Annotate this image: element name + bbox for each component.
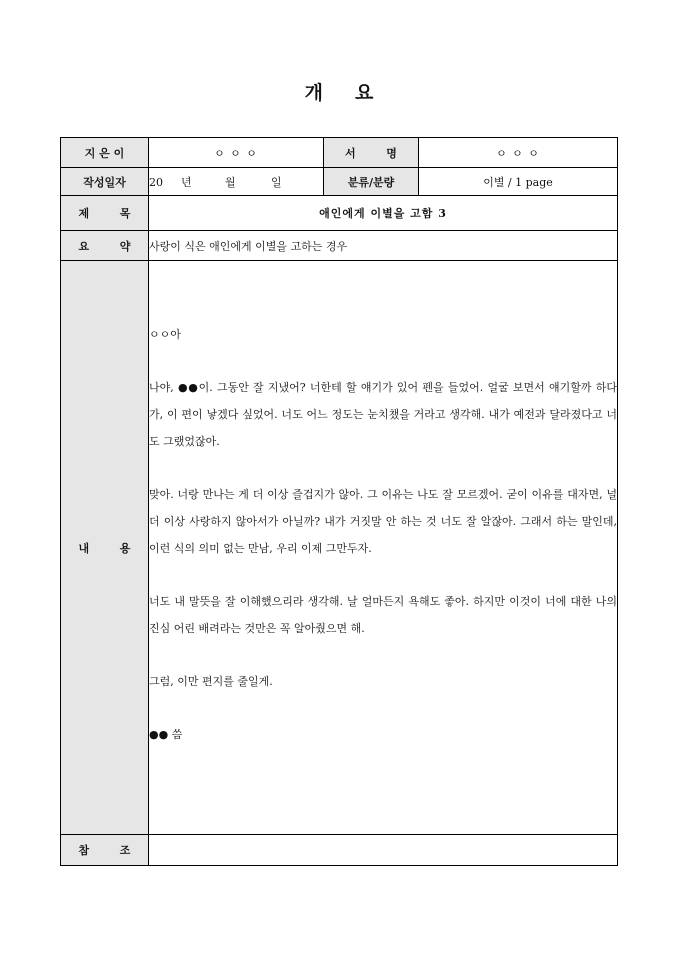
row-summary	[61, 231, 618, 261]
subject-label: 제 목	[61, 196, 149, 231]
letter-body	[149, 261, 618, 835]
letter-paragraph: 너도 내 말뜻을 잘 이해했으리라 생각해. 날 얼마든지 욕해도 좋아. 하지만 이것이 너에 대한 나의 진심 어린 배려라는 것만은 꼭 알아줬으면 해.	[149, 595, 617, 635]
summary-value: 사랑이 식은 애인에게 이별을 고하는 경우	[149, 231, 618, 261]
info-form-table	[60, 137, 618, 866]
date-month-unit: 월	[225, 175, 236, 189]
row-date	[61, 168, 618, 196]
summary-label: 요 약	[61, 231, 149, 261]
date-year-unit: 년	[181, 175, 192, 189]
letter-paragraph: 맞아. 너랑 만나는 게 더 이상 즐겁지가 않아. 그 이유는 나도 잘 모르겠어. 굳이 이유를 대자면, 널 더 이상 사랑하지 않아서가 아닐까? 내가 거짓말 안 하는 것 너도 잘 알잖아. 그래서 하는 말인데, 이런 식의 의미 없는 만남, 우리 이제 그만두자.	[149, 488, 617, 555]
author-value: ㅇ ㅇ ㅇ	[149, 138, 324, 168]
letter-greeting: ㅇㅇ아	[149, 328, 181, 341]
date-day-unit: 일	[271, 175, 282, 189]
row-subject	[61, 196, 618, 231]
reference-label: 참 조	[61, 835, 149, 866]
row-reference	[61, 835, 618, 866]
row-content	[61, 261, 618, 835]
category-label: 분류/분량	[324, 168, 419, 196]
date-label: 작성일자	[61, 168, 149, 196]
subject-value: 애인에게 이별을 고함 3	[149, 196, 618, 231]
title-part-1: 개	[304, 82, 325, 104]
content-label: 내 용	[61, 261, 149, 835]
title-part-2: 요	[355, 82, 376, 104]
letter-paragraph: 그럼, 이만 편지를 줄일게.	[149, 675, 273, 688]
category-value: 이별 / 1 page	[419, 168, 618, 196]
row-author	[61, 138, 618, 168]
date-year: 20	[149, 175, 163, 189]
letter-signature: ●● 씀	[149, 728, 183, 741]
reference-value	[149, 835, 618, 866]
author-label: 지 은 이	[61, 138, 149, 168]
signature-value: ㅇ ㅇ ㅇ	[419, 138, 618, 168]
date-value	[149, 168, 324, 196]
document-title	[0, 78, 680, 105]
signature-label: 서 명	[324, 138, 419, 168]
letter-paragraph: 나야, ●●이. 그동안 잘 지냈어? 너한테 할 얘기가 있어 펜을 들었어. 얼굴 보면서 얘기할까 하다가, 이 편이 낳겠다 싶었어. 너도 어느 정도는 눈치챘을 거라고 생각해. 내가 예전과 달라졌다고 너도 그랬었잖아.	[149, 381, 617, 448]
